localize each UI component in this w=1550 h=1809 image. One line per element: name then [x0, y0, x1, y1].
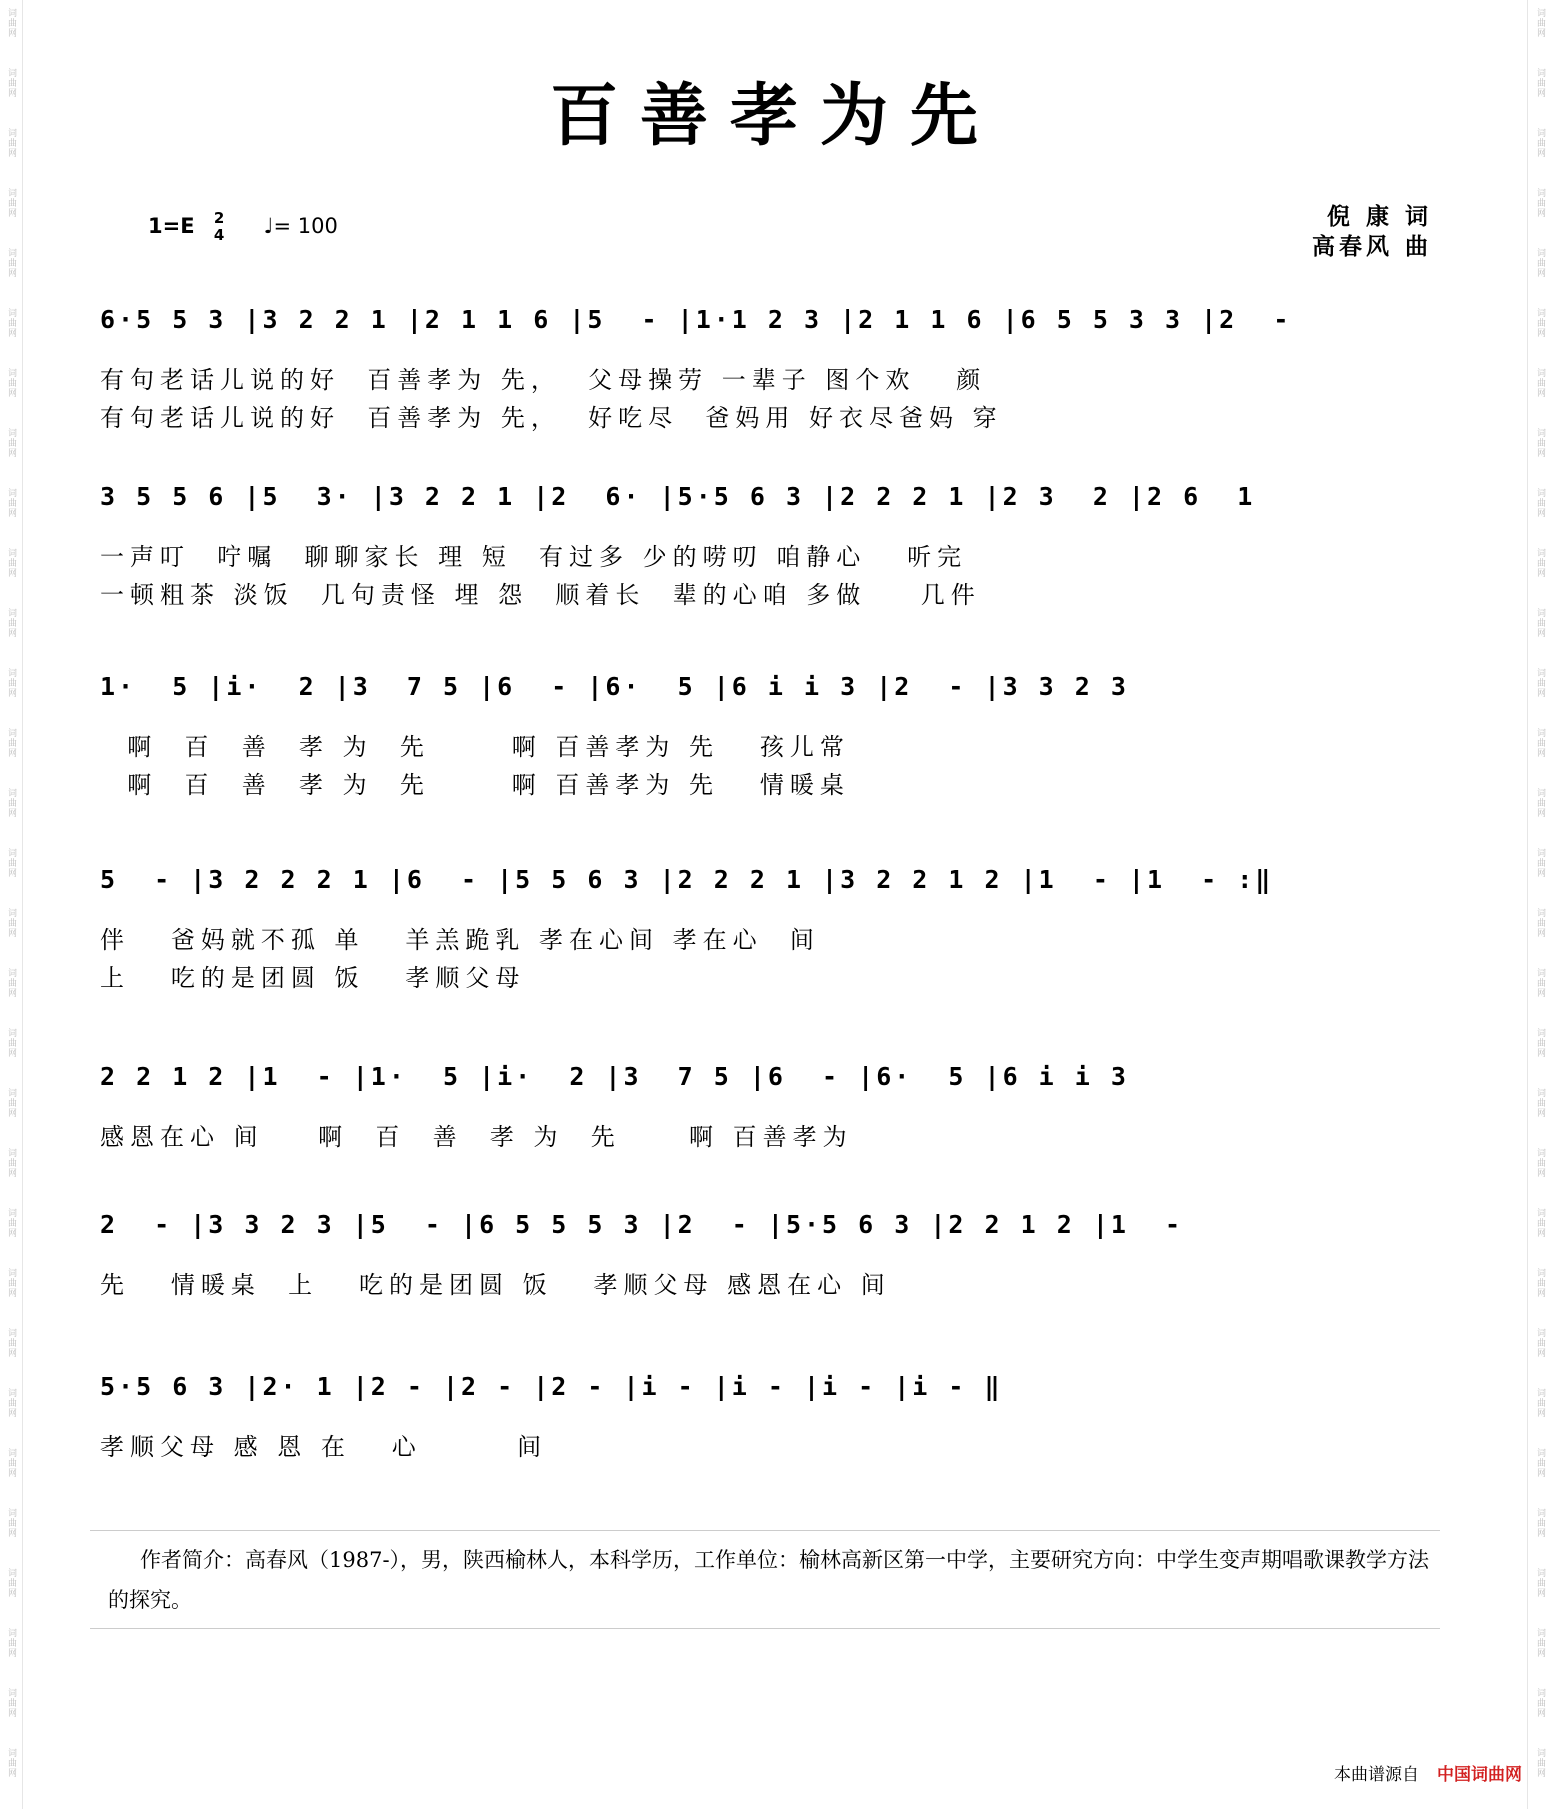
- watermark-text: 词曲网: [6, 788, 16, 818]
- song-title: 百善孝为先: [549, 76, 1000, 156]
- watermark-text: 词曲网: [6, 488, 16, 518]
- watermark-text: 词曲网: [6, 668, 16, 698]
- notes-row: 3 5 5 6 |5 3· |3 2 2 1 |2 6· |5·5 6 3 |2 2 2 1 |2 3 2 |2 6 1: [100, 482, 1256, 511]
- watermark-text: 词曲网: [6, 1148, 16, 1178]
- notes-row: 2 2 1 2 |1 - |1· 5 |i· 2 |3 7 5 |6 - |6· 5 |6 i i 3: [100, 1062, 1129, 1091]
- composer-credit: 高春风 曲: [1311, 234, 1432, 260]
- watermark-text: 词曲网: [1535, 1148, 1545, 1178]
- watermark-text: 词曲网: [6, 1448, 16, 1478]
- lyrics-verse-2: 上 吃的是团圆 饭 孝顺父母: [100, 964, 526, 992]
- key: 1=E: [148, 214, 195, 238]
- lyricist-credit: 倪 康 词: [1326, 204, 1432, 230]
- watermark-text: 词曲网: [1535, 788, 1545, 818]
- lyrics-verse-2: 有句老话儿说的好 百善孝为 先， 好吃尽 爸妈用 好衣尽爸妈 穿: [100, 404, 1003, 432]
- lyrics-verse-1: 先 情暖桌 上 吃的是团圆 饭 孝顺父母 感恩在心 间: [100, 1271, 891, 1299]
- watermark-text: 词曲网: [1535, 488, 1545, 518]
- watermark-text: 词曲网: [1535, 908, 1545, 938]
- watermark-text: 词曲网: [1535, 1388, 1545, 1418]
- watermark-text: 词曲网: [1535, 428, 1545, 458]
- watermark-text: 词曲网: [6, 1688, 16, 1718]
- lyrics-verse-1: 伴 爸妈就不孤 单 羊羔跪乳 孝在心间 孝在心 间: [100, 926, 820, 954]
- watermark-text: 词曲网: [1535, 1028, 1545, 1058]
- watermark-text: 词曲网: [6, 608, 16, 638]
- watermark-text: 词曲网: [6, 1568, 16, 1598]
- watermark-text: 词曲网: [6, 848, 16, 878]
- watermark-text: 词曲网: [1535, 1208, 1545, 1238]
- watermark-text: 词曲网: [6, 968, 16, 998]
- watermark-text: 词曲网: [6, 1508, 16, 1538]
- watermark-text: 词曲网: [6, 68, 16, 98]
- watermark-text: 词曲网: [6, 1388, 16, 1418]
- watermark-text: 词曲网: [1535, 1628, 1545, 1658]
- divider: [90, 1530, 1440, 1531]
- watermark-text: 词曲网: [1535, 1328, 1545, 1358]
- watermark-text: 词曲网: [1535, 68, 1545, 98]
- watermark-text: 词曲网: [1535, 668, 1545, 698]
- site-link[interactable]: 中国词曲网: [1437, 1765, 1522, 1785]
- lyrics-verse-2: 一顿粗茶 淡饭 几句责怪 埋 怨 顺着长 辈的心咱 多做 几件: [100, 581, 981, 609]
- watermark-text: 词曲网: [1535, 1088, 1545, 1118]
- notes-row: 5 - |3 2 2 2 1 |6 - |5 5 6 3 |2 2 2 1 |3 2 2 1 2 |1 - |1 - :‖: [100, 865, 1274, 894]
- watermark-text: 词曲网: [1535, 128, 1545, 158]
- notes-row: 1· 5 |i· 2 |3 7 5 |6 - |6· 5 |6 i i 3 |2 - |3 3 2 3: [100, 672, 1129, 701]
- watermark-text: 词曲网: [6, 1088, 16, 1118]
- watermark-text: 词曲网: [6, 128, 16, 158]
- source-label: 本曲谱源自: [1334, 1765, 1419, 1785]
- key-signature: [148, 210, 338, 244]
- lyrics-verse-1: 有句老话儿说的好 百善孝为 先， 父母操劳 一辈子 图个欢 颜: [100, 366, 987, 394]
- watermark-text: 词曲网: [1535, 548, 1545, 578]
- watermark-text: 词曲网: [1535, 848, 1545, 878]
- source-footer: [1334, 1760, 1522, 1785]
- lyrics-verse-2: 啊 百 善 孝 为 先 啊 百善孝为 先 情暖桌: [100, 771, 850, 799]
- watermark-text: 词曲网: [1535, 1568, 1545, 1598]
- watermark-text: 词曲网: [1535, 1448, 1545, 1478]
- watermark-text: 词曲网: [6, 8, 16, 38]
- watermark-text: 词曲网: [1535, 608, 1545, 638]
- divider: [90, 1628, 1440, 1629]
- watermark-text: 词曲网: [1535, 8, 1545, 38]
- watermark-text: 词曲网: [6, 248, 16, 278]
- watermark-text: 词曲网: [6, 1268, 16, 1298]
- watermark-text: 词曲网: [1535, 968, 1545, 998]
- author-bio: 作者简介：高春风（1987-），男，陕西榆林人，本科学历，工作单位：榆林高新区第一中学，主要研究方向：中学生变声期唱歌课教学方法的探究。: [108, 1548, 1430, 1612]
- watermark-text: 词曲网: [6, 1028, 16, 1058]
- watermark-text: 词曲网: [1535, 1748, 1545, 1778]
- tempo-mark: ♩= 100: [263, 214, 338, 238]
- watermark-text: 词曲网: [1535, 308, 1545, 338]
- watermark-text: 词曲网: [1535, 188, 1545, 218]
- watermark-text: 词曲网: [6, 908, 16, 938]
- watermark-text: 词曲网: [6, 548, 16, 578]
- notes-row: 2 - |3 3 2 3 |5 - |6 5 5 5 3 |2 - |5·5 6 3 |2 2 1 2 |1 -: [100, 1210, 1184, 1239]
- watermark-text: 词曲网: [1535, 248, 1545, 278]
- watermark-text: 词曲网: [6, 428, 16, 458]
- lyrics-verse-1: 一声叮 咛嘱 聊聊家长 理 短 有过多 少的唠叨 咱静心 听完: [100, 543, 968, 571]
- lyrics-verse-1: 啊 百 善 孝 为 先 啊 百善孝为 先 孩儿常: [100, 733, 850, 761]
- lyrics-verse-1: 感恩在心 间 啊 百 善 孝 为 先 啊 百善孝为: [100, 1123, 853, 1151]
- watermark-text: 词曲网: [6, 1628, 16, 1658]
- notes-row: 5·5 6 3 |2· 1 |2 - |2 - |2 - |i - |i - |i - |i - ‖: [100, 1372, 1003, 1401]
- watermark-text: 词曲网: [1535, 368, 1545, 398]
- watermark-text: 词曲网: [6, 728, 16, 758]
- watermark-text: 词曲网: [1535, 1688, 1545, 1718]
- watermark-text: 词曲网: [6, 368, 16, 398]
- watermark-text: 词曲网: [6, 1748, 16, 1778]
- time-signature: 2 4: [213, 209, 225, 244]
- watermark-text: 词曲网: [6, 308, 16, 338]
- watermark-text: 词曲网: [6, 188, 16, 218]
- watermark-text: 词曲网: [1535, 728, 1545, 758]
- notes-row: 6·5 5 3 |3 2 2 1 |2 1 1 6 |5 - |1·1 2 3 |2 1 1 6 |6 5 5 3 3 |2 -: [100, 305, 1292, 334]
- watermark-text: 词曲网: [1535, 1268, 1545, 1298]
- watermark-text: 词曲网: [6, 1328, 16, 1358]
- watermark-text: 词曲网: [1535, 1508, 1545, 1538]
- lyrics-verse-1: 孝顺父母 感 恩 在 心 间: [100, 1433, 548, 1461]
- watermark-text: 词曲网: [6, 1208, 16, 1238]
